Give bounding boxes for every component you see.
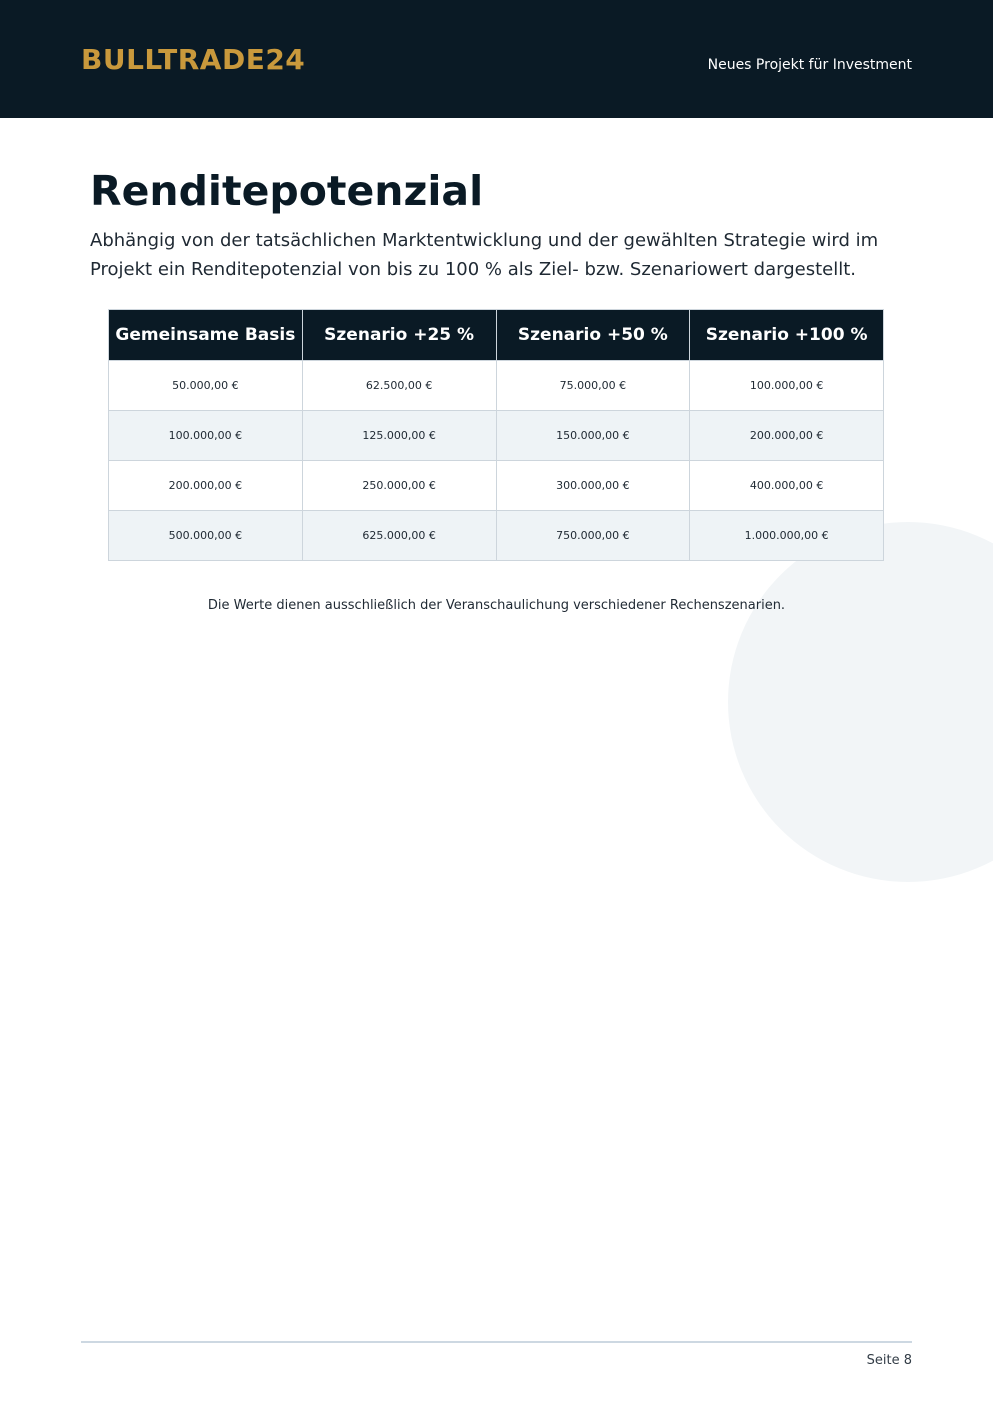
disclaimer-note: Die Werte dienen ausschließlich der Veranschaulichung verschiedener Rechenszenarien. <box>207 598 786 613</box>
table-row <box>109 511 884 561</box>
table-cell: 1.000.000,00 € <box>690 511 884 561</box>
column-header-scenario-100: Szenario +100 % <box>690 310 884 361</box>
table-row <box>109 411 884 461</box>
table-cell: 200.000,00 € <box>690 411 884 461</box>
brand-logo: BULLTRADE24 <box>81 43 306 76</box>
table-header-row <box>109 310 884 361</box>
page-header <box>0 0 993 118</box>
scenario-table <box>108 309 884 561</box>
column-header-scenario-25: Szenario +25 % <box>302 310 496 361</box>
table-cell: 200.000,00 € <box>109 461 303 511</box>
header-tagline: Neues Projekt für Investment <box>707 57 912 73</box>
table-row <box>109 361 884 411</box>
intro-paragraph: Abhängig von der tatsächlichen Marktentwicklung und der gewählten Strategie wird im Projekt ein Renditepotenzial von bis zu 100 % als Ziel- bzw. Szenariowert dargestellt. <box>90 230 879 280</box>
table-cell: 75.000,00 € <box>496 361 690 411</box>
table-cell: 125.000,00 € <box>302 411 496 461</box>
table-cell: 400.000,00 € <box>690 461 884 511</box>
table-cell: 625.000,00 € <box>302 511 496 561</box>
page-number: Seite 8 <box>866 1353 912 1368</box>
table-cell: 500.000,00 € <box>109 511 303 561</box>
table-cell: 50.000,00 € <box>109 361 303 411</box>
table-row <box>109 461 884 511</box>
table-cell: 150.000,00 € <box>496 411 690 461</box>
column-header-basis: Gemeinsame Basis <box>109 310 303 361</box>
table-cell: 100.000,00 € <box>690 361 884 411</box>
table-cell: 100.000,00 € <box>109 411 303 461</box>
column-header-scenario-50: Szenario +50 % <box>496 310 690 361</box>
table-cell: 750.000,00 € <box>496 511 690 561</box>
table-cell: 62.500,00 € <box>302 361 496 411</box>
table-cell: 250.000,00 € <box>302 461 496 511</box>
footer-divider <box>81 1341 912 1343</box>
decorative-circle <box>728 522 993 882</box>
page-title: Renditepotenzial <box>90 167 484 215</box>
table-cell: 300.000,00 € <box>496 461 690 511</box>
